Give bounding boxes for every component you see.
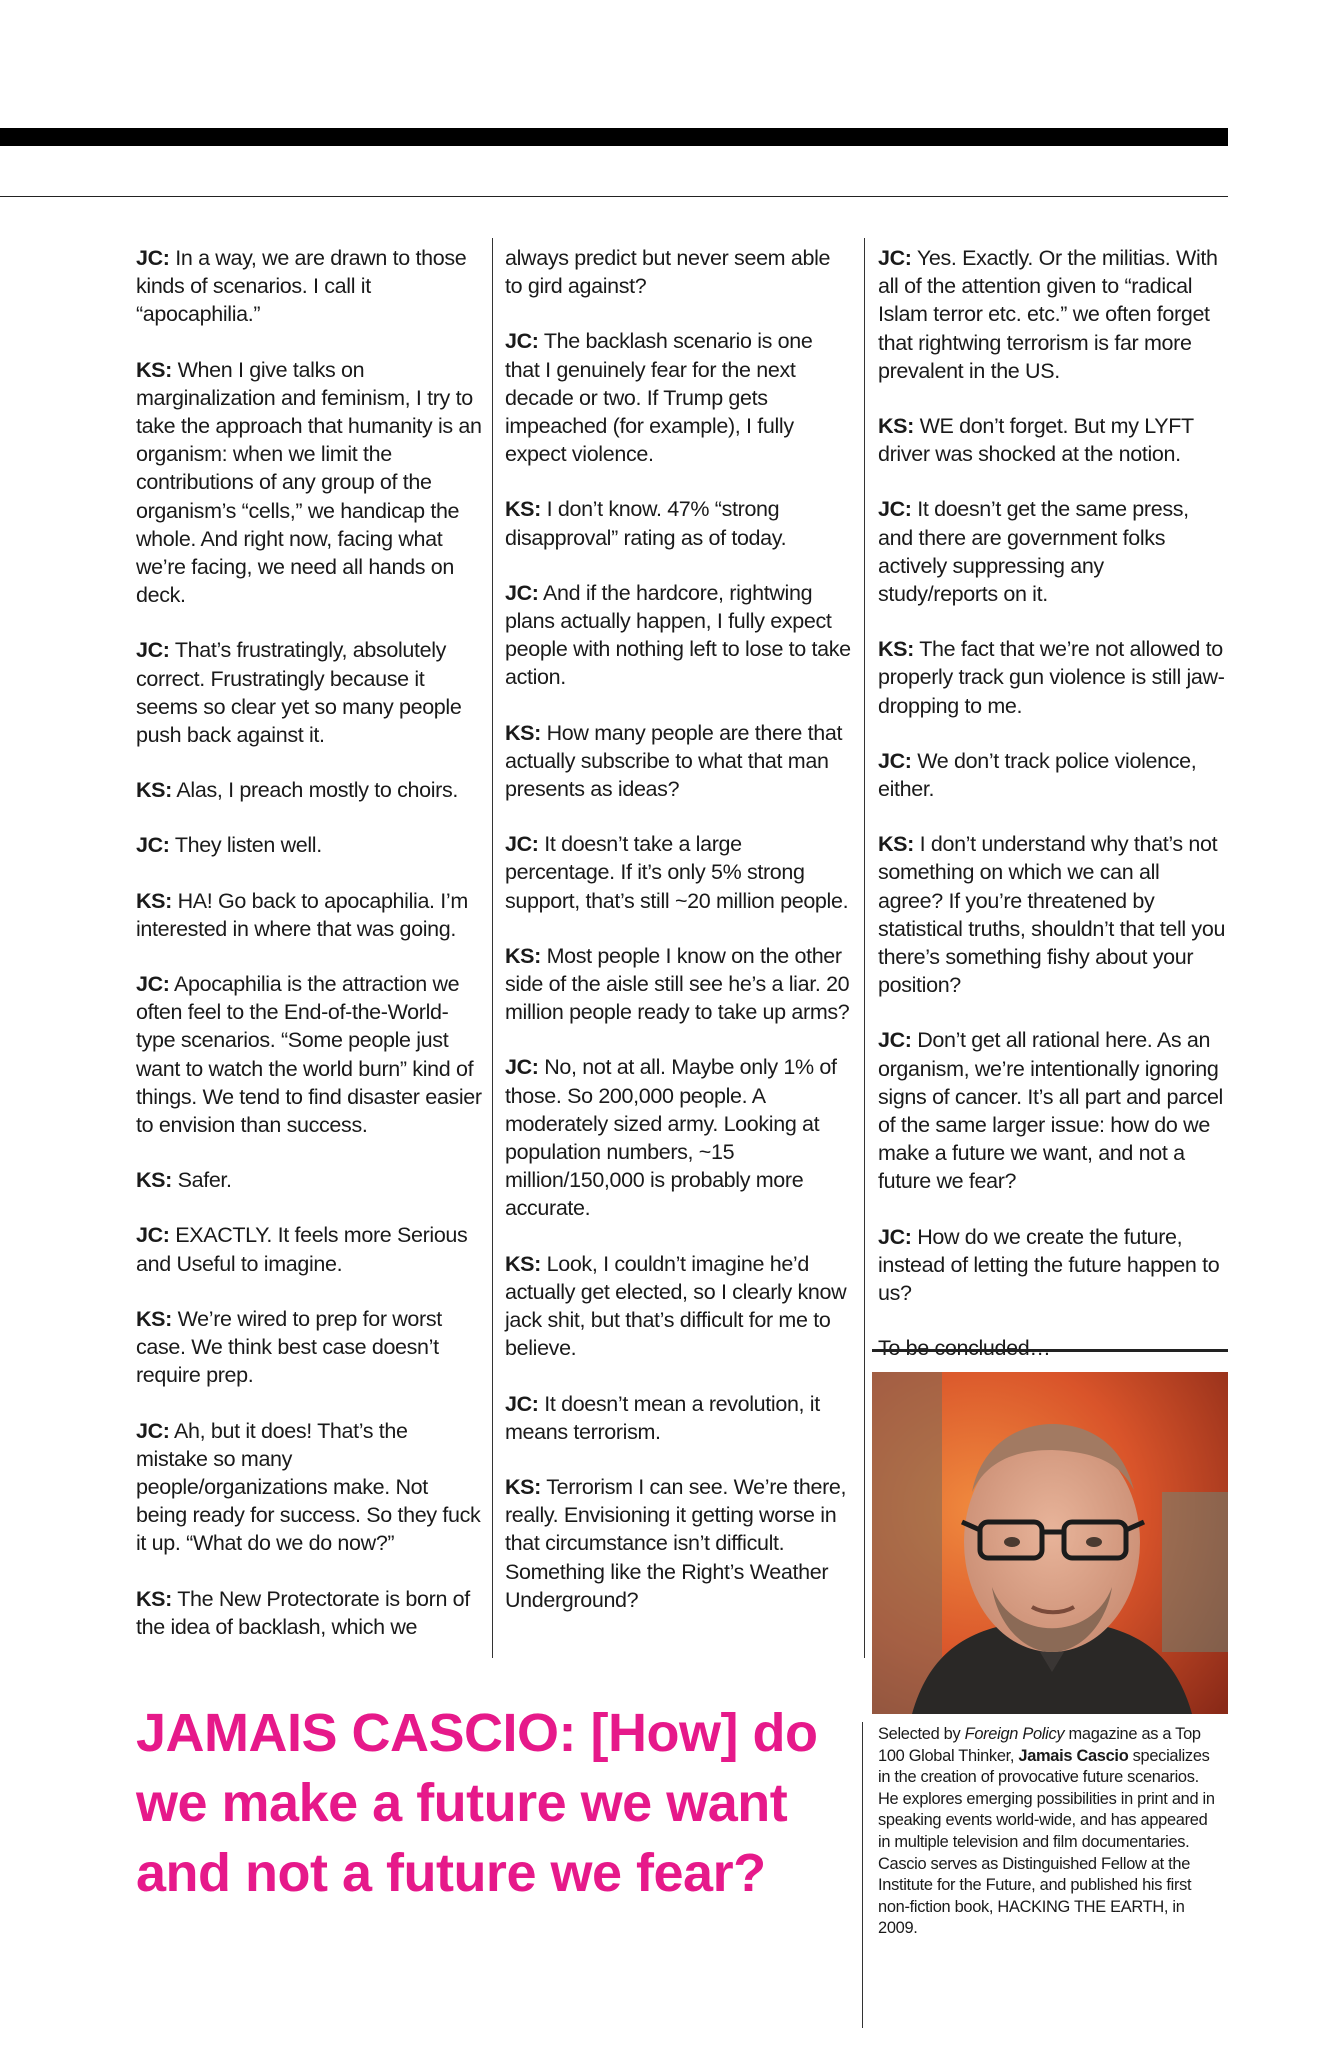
bio-rule (862, 1722, 863, 2028)
dialogue-text: Most people I know on the other side of the aisle still see he’s a liar. 20 million people ready to take up arms? (505, 943, 850, 1025)
dialogue-line (505, 1053, 851, 1222)
dialogue-text: How do we create the future, instead of letting the future happen to us? (878, 1224, 1220, 1306)
dialogue-text: It doesn’t get the same press, and there are government folks actively suppressing any study/reports on it. (878, 497, 1189, 607)
speaker-label: JC: (505, 1055, 539, 1080)
speaker-label: KS: (136, 1168, 172, 1193)
speaker-label: KS: (136, 357, 172, 382)
bio-magazine: Foreign Policy (964, 1725, 1065, 1743)
dialogue-text: The fact that we’re not allowed to properly track gun violence is still jaw-dropping to me. (878, 637, 1225, 718)
dialogue-text: It doesn’t take a large percentage. If it’s only 5% strong support, that’s still ~20 million people. (505, 832, 849, 913)
header-bar (0, 128, 1228, 146)
speaker-label: JC: (136, 1223, 170, 1248)
dialogue-line (878, 747, 1228, 803)
speaker-label: JC: (136, 246, 170, 270)
dialogue-line (136, 887, 482, 943)
dialogue-text: The backlash scenario is one that I genuinely fear for the next decade or two. If Trump gets impeached (for example), I fully expect violence. (505, 329, 813, 467)
dialogue-line (878, 1223, 1228, 1308)
dialogue-text: Terrorism I can see. We’re there, really. Envisioning it getting worse in that circumstance isn’t difficult. Something like the Right’s Weather Underground? (505, 1474, 847, 1612)
speaker-label: KS: (136, 778, 172, 803)
speaker-label: JC: (505, 580, 539, 605)
dialogue-text: Don’t get all rational here. As an organism, we’re intentionally ignoring signs of cancer. It’s all part and parcel of the same larger issue: how do we make a future we want, and not a future we fear? (878, 1028, 1223, 1194)
speaker-label: KS: (136, 1306, 172, 1331)
dialogue-text: They listen well. (169, 833, 322, 858)
dialogue-text: How many people are there that actually subscribe to what that man presents as ideas? (505, 720, 843, 802)
speaker-label: JC: (136, 638, 170, 663)
dialogue-text: Safer. (171, 1168, 232, 1193)
dialogue-line (505, 719, 851, 804)
speaker-label: JC: (878, 246, 912, 270)
dialogue-text: I don’t know. 47% “strong disapproval” rating as of today. (505, 497, 787, 550)
speaker-label: JC: (878, 1224, 912, 1249)
dialogue-text: Look, I couldn’t imagine he’d actually get elected, so I clearly know jack shit, but that’s difficult for me to believe. (505, 1251, 847, 1361)
pull-quote: JAMAIS CASCIO: [How] do we make a future we want and not a future we fear? (136, 1703, 818, 1903)
dialogue-line (136, 636, 482, 749)
speaker-label: KS: (505, 497, 541, 522)
dialogue-line (505, 579, 851, 692)
interview-column-2 (505, 244, 851, 1641)
dialogue-line (136, 1417, 482, 1558)
dialogue-line (505, 1473, 851, 1614)
dialogue-line (136, 776, 482, 804)
dialogue-text: In a way, we are drawn to those kinds of scenarios. I call it “apocaphilia.” (136, 246, 467, 327)
dialogue-line (136, 831, 482, 859)
speaker-label: JC: (505, 1391, 539, 1416)
dialogue-line (878, 635, 1228, 720)
speaker-label: JC: (136, 972, 170, 997)
bio-name: Jamais Cascio (1018, 1746, 1129, 1765)
dialogue-text: Ah, but it does! That’s the mistake so many people/organizations make. Not being ready for success. So they fuck it up. “What do we do now?” (136, 1418, 481, 1556)
column-divider (492, 238, 493, 1658)
speaker-label: JC: (878, 497, 912, 522)
bio-text: magazine as a Top 100 Global Thinker, (878, 1725, 1201, 1765)
column-divider (864, 238, 865, 1658)
bio-text: specializes in the creation of provocative future scenarios. He explores emerging possibilities in print and in speaking events world-wide, and has appeared in multiple television and film documentaries. Cascio serves as Distinguished Fellow at the Institute for the Future, and published his first non-fiction book, HACKING THE EARTH, in 2009. (878, 1746, 1215, 1938)
dialogue-line (878, 830, 1228, 999)
speaker-label: KS: (136, 1586, 172, 1611)
bio-text: Selected by (878, 1725, 965, 1743)
dialogue-text: When I give talks on marginalization and feminism, I try to take the approach that humanity is an organism: when we limit the contributions of any group of the organism’s “cells,” we handicap the whole. And right now, facing what we’re facing, we need all hands on deck. (136, 357, 482, 608)
speaker-label: KS: (136, 888, 172, 913)
speaker-label: JC: (505, 832, 539, 857)
dialogue-line (878, 495, 1228, 608)
dialogue-line (136, 356, 482, 610)
dialogue-line (136, 1166, 482, 1194)
dialogue-line (505, 830, 851, 915)
dialogue-text: And if the hardcore, rightwing plans actually happen, I fully expect people with nothing left to lose to take action. (505, 580, 851, 690)
dialogue-text: That’s frustratingly, absolutely correct. Frustratingly because it seems so clear yet so many people push back against it. (136, 638, 462, 748)
dialogue-line (505, 942, 851, 1027)
dialogue-text: I don’t understand why that’s not something on which we can all agree? If you’re threatened by statistical truths, shouldn’t that tell you there’s something fishy about your position? (878, 832, 1226, 998)
dialogue-line (505, 495, 851, 551)
speaker-label: JC: (878, 748, 912, 773)
dialogue-text: We don’t track police violence, either. (878, 748, 1197, 802)
dialogue-text: Alas, I preach mostly to choirs. (171, 778, 458, 803)
speaker-label: JC: (136, 1418, 170, 1443)
dialogue-line (136, 970, 482, 1139)
dialogue-line (505, 1250, 851, 1363)
dialogue-line (136, 1221, 482, 1277)
speaker-label: JC: (505, 329, 539, 354)
dialogue-line (136, 1305, 482, 1390)
dialogue-line (136, 1585, 482, 1641)
interview-column-1 (136, 244, 482, 1668)
speaker-label: KS: (505, 943, 541, 968)
dialogue-line (505, 327, 851, 468)
speaker-label: KS: (878, 832, 914, 857)
dialogue-text: Apocaphilia is the attraction we often feel to the End-of-the-World-type scenarios. “Some people just want to watch the world burn” kind of things. We tend to find disaster easier to envision than success. (136, 972, 482, 1138)
dialogue-line (505, 1390, 851, 1446)
dialogue-text: EXACTLY. It feels more Serious and Useful to imagine. (136, 1223, 468, 1276)
photo-rule (872, 1349, 1228, 1352)
speaker-label: KS: (505, 1251, 541, 1276)
speaker-label: KS: (878, 637, 914, 662)
dialogue-text: WE don’t forget. But my LYFT driver was shocked at the notion. (878, 414, 1194, 467)
dialogue-line (878, 1026, 1228, 1195)
author-photo (872, 1372, 1228, 1714)
speaker-label: KS: (505, 720, 541, 745)
dialogue-text: We’re wired to prep for worst case. We think best case doesn’t require prep. (136, 1306, 442, 1388)
dialogue-line (136, 244, 482, 329)
continued-text: always predict but never seem able to gird against? (505, 246, 831, 299)
dialogue-line (878, 412, 1228, 468)
speaker-label: KS: (878, 414, 914, 439)
speaker-label: JC: (136, 833, 170, 858)
author-bio (878, 1724, 1223, 1940)
speaker-label: JC: (878, 1028, 912, 1053)
dialogue-text: HA! Go back to apocaphilia. I’m interested in where that was going. (136, 888, 468, 941)
dialogue-text: It doesn’t mean a revolution, it means terrorism. (505, 1391, 820, 1444)
interview-column-3 (878, 244, 1228, 1390)
speaker-label: KS: (505, 1474, 541, 1499)
dialogue-text: No, not at all. Maybe only 1% of those. So 200,000 people. A moderately sized army. Looking at population numbers, ~15 million/150,000 is probably more accurate. (505, 1055, 837, 1221)
dialogue-text: Yes. Exactly. Or the militias. With all of the attention given to “radical Islam terror etc. etc.” we often forget that rightwing terrorism is far more prevalent in the US. (878, 246, 1218, 383)
dialogue-text: The New Protectorate is born of the idea of backlash, which we (136, 1586, 470, 1639)
header-rule (0, 196, 1228, 197)
dialogue-line (878, 244, 1228, 385)
